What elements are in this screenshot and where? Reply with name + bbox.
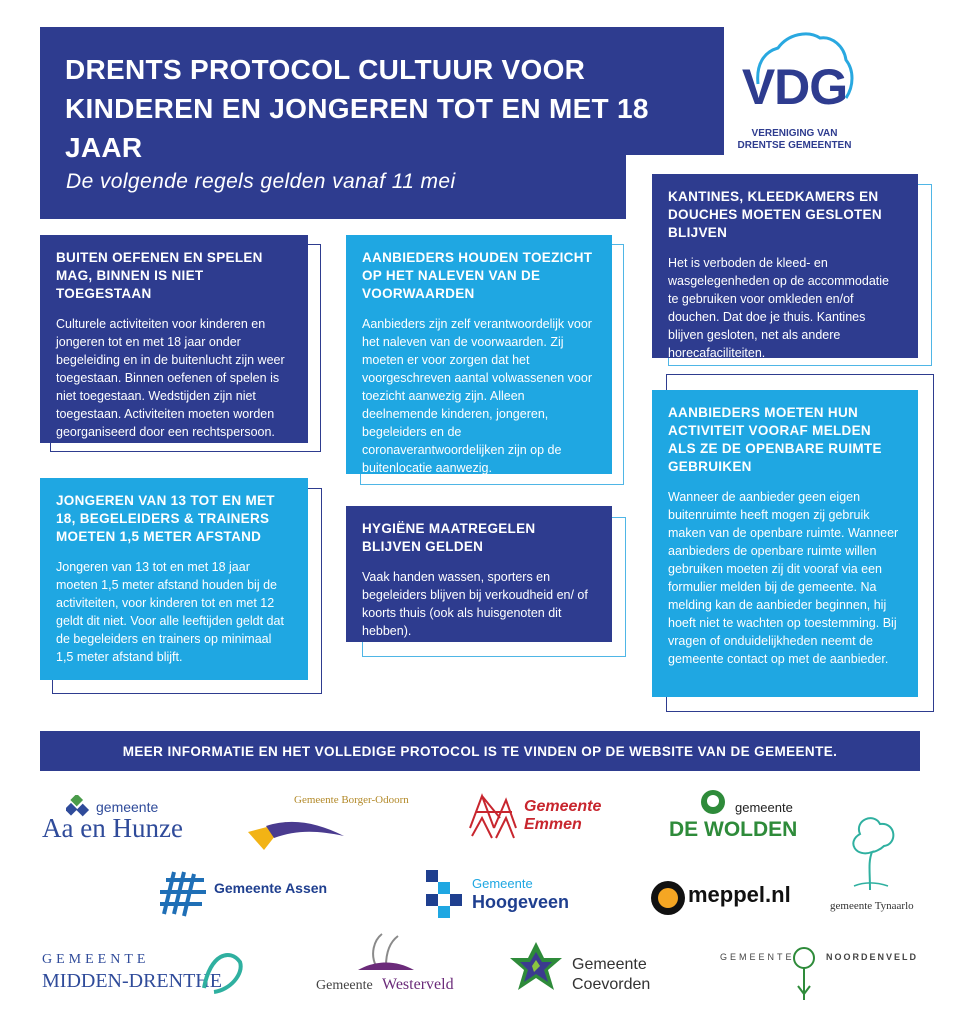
borger-odoorn-swoosh-icon: [246, 808, 346, 852]
de-wolden-leaf-icon: [699, 788, 727, 816]
card-toezicht: [346, 235, 612, 474]
card-melden-title: AANBIEDERS MOETEN HUN ACTIVITEIT VOORAF MELDEN ALS ZE DE OPENBARE RUIMTE GEBRUIKEN: [668, 405, 882, 474]
midden-drenthe-line-1: GEMEENTE: [42, 952, 150, 967]
vdg-logo-caption: [732, 128, 857, 152]
meppel-circle-icon: [650, 880, 686, 916]
emmen-line-2: Emmen: [524, 816, 582, 833]
coevorden-star-icon: [508, 940, 564, 994]
logo-coevorden: [508, 940, 663, 996]
westerveld-text-1: Gemeente: [316, 978, 373, 993]
logo-emmen: [466, 788, 631, 843]
page-subtitle: De volgende regels gelden vanaf 11 mei: [66, 170, 456, 193]
card-buiten: [40, 235, 308, 443]
card-afstand-title: JONGEREN VAN 13 TOT EN MET 18, BEGELEIDERS & TRAINERS MOETEN 1,5 METER AFSTAND: [56, 493, 275, 544]
coevorden-line-2: Coevorden: [572, 976, 651, 993]
card-melden-body: Wanneer de aanbieder geen eigen buitenruimte heeft mogen zij gebruik maken van de openbare ruimte. Wanneer aanbieders de openbare ruimte willen gebruiken moeten zij dit vooraf via een formulier melden bij de gemeente. Na melding kan de aanbieder beginnen, hij hoeft niet te wachten op toestemming. Bij vragen of onduidelijkheden neemt de gemeente contact op met de aanbieder.: [668, 490, 899, 666]
aa-en-hunze-name: Aa en Hunze: [42, 813, 183, 843]
card-hygiene-title: HYGIËNE MAATREGELEN BLIJVEN GELDEN: [362, 521, 536, 554]
hoogeveen-blocks-icon: [422, 868, 466, 926]
logo-borger-odoorn: [246, 792, 421, 852]
logo-de-wolden: [669, 788, 819, 840]
logo-westerveld: [316, 930, 466, 1000]
emmen-line-1: Gemeente: [524, 798, 602, 815]
westerveld-text-2: Westerveld: [382, 976, 454, 993]
hoogeveen-line-1: Gemeente: [472, 876, 533, 891]
card-buiten-title: BUITEN OEFENEN EN SPELEN MAG, BINNEN IS NIET TOEGESTAAN: [56, 250, 263, 301]
meppel-text: meppel.nl: [688, 882, 791, 907]
borger-odoorn-text: Gemeente Borger-Odoorn: [294, 794, 409, 806]
logo-midden-drenthe: [42, 944, 247, 1000]
aa-en-hunze-small: gemeente: [96, 799, 159, 815]
card-kantines-title: KANTINES, KLEEDKAMERS EN DOUCHES MOETEN GESLOTEN BLIJVEN: [668, 189, 882, 240]
vdg-caption-line-2: DRENTSE GEMEENTEN: [737, 140, 852, 151]
vdg-caption-line-1: VERENIGING VAN: [751, 128, 838, 139]
logo-tynaarlo: [826, 812, 926, 917]
westerveld-tree-icon: [356, 930, 416, 974]
midden-drenthe-wave-icon: [200, 944, 244, 996]
emmen-triangle-pattern-icon: [466, 788, 520, 842]
card-kantines-body: Het is verboden de kleed- en wasgelegenheden op de accommodatie te gebruiken voor omkleden en/of douchen. Dat doe je thuis. Kantines blijven gesloten, net als andere horecafaciliteiten.: [668, 256, 889, 360]
card-melden: [652, 390, 918, 697]
logo-noordenveld: [720, 944, 920, 1002]
de-wolden-name: DE WOLDEN: [669, 818, 798, 841]
assen-text: Gemeente Assen: [214, 880, 328, 896]
hoogeveen-line-2: Hoogeveen: [472, 892, 570, 912]
info-banner: [40, 731, 920, 771]
logo-aa-en-hunze: [42, 795, 212, 845]
midden-drenthe-line-2: MIDDEN-DRENTHE: [42, 970, 222, 992]
tynaarlo-text: gemeente Tynaarlo: [830, 900, 914, 912]
logo-hoogeveen: [422, 868, 572, 926]
noordenveld-text-1: GEMEENTE: [720, 952, 795, 962]
coevorden-line-1: Gemeente: [572, 956, 647, 973]
vdg-logo-mark: VDG: [741, 59, 848, 115]
card-toezicht-title: AANBIEDERS HOUDEN TOEZICHT OP HET NALEVEN VAN DE VOORWAARDEN: [362, 250, 593, 301]
de-wolden-small: gemeente: [735, 800, 793, 815]
logo-assen: [156, 870, 341, 920]
card-toezicht-body: Aanbieders zijn zelf verantwoordelijk voor het naleven van de voorwaarden. Zij moeten er voor zorgen dat het voorgeschreven aantal volwassenen voor toezicht aanwezig zijn. Alleen deelnemende kinderen, jongeren, begeleiders en de coronaverantwoordelijken zijn op de buitenlocatie aanwezig.: [362, 317, 592, 475]
logo-meppel: [650, 878, 800, 918]
noordenveld-sprout-icon: [792, 944, 816, 1002]
card-afstand-body: Jongeren van 13 tot en met 18 jaar moeten 1,5 meter afstand houden bij de activiteiten, voor kinderen tot en met 12 geldt dit niet. Voor alle leeftijden geldt dat de begeleiders en trainers op minimaal 1,5 meter afstand blijft.: [56, 560, 284, 664]
assen-stripes-icon: [156, 870, 210, 918]
info-banner-text: MEER INFORMATIE EN HET VOLLEDIGE PROTOCOL IS TE VINDEN OP DE WEBSITE VAN DE GEMEENTE.: [122, 743, 838, 759]
card-afstand: [40, 478, 308, 680]
page-title: [65, 50, 715, 167]
card-hygiene-body: Vaak handen wassen, sporters en begeleiders blijven bij verkoudheid en/ of koorts thuis (ook als huisgenoten dit hebben).: [362, 570, 588, 638]
card-hygiene: [346, 506, 612, 642]
title-line-1: DRENTS PROTOCOL CULTUUR VOOR: [65, 54, 586, 85]
title-line-2: KINDEREN EN JONGEREN TOT EN MET 18 JAAR: [65, 93, 649, 163]
card-kantines: [652, 174, 918, 358]
tynaarlo-tree-icon: [840, 812, 902, 892]
card-buiten-body: Culturele activiteiten voor kinderen en jongeren tot en met 18 jaar onder begeleiding en in de buitenlucht zijn weer toegestaan. Binnen oefenen of spelen is niet toegestaan. Wedstijden zijn niet toegestaan. Activiteiten moeten worden georganiseerd door een rechtspersoon.: [56, 317, 285, 439]
noordenveld-text-2: NOORDENVELD: [826, 952, 919, 962]
